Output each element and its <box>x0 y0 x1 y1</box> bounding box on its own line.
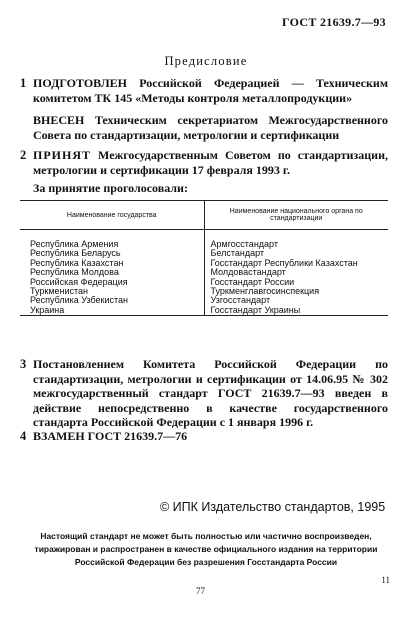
item-1b-body: Техническим секретариатом Межгосударственного Совета по стандартизации, метрологии и сертификации <box>33 113 388 142</box>
document-code: ГОСТ 21639.7—93 <box>282 15 386 29</box>
item-1b-text <box>33 113 388 142</box>
voting-table <box>20 200 388 316</box>
reproduction-notice: Настоящий стандарт не может быть полностью или частично воспроизведен, тиражирован и распространен в качестве официального издания на территории Российской Федерации без разрешения Госстандарта России <box>34 531 378 567</box>
agency-name: Госстандарт Украины <box>204 306 388 316</box>
foreword-title: Предисловие <box>164 54 248 68</box>
item-1b-lead: ВНЕСЕН <box>33 113 85 127</box>
agency-name: Туркменглавгосинспекция <box>204 287 388 296</box>
item-1-text <box>33 76 388 105</box>
voting-intro: За принятие проголосовали: <box>33 181 188 195</box>
agency-name: Госстандарт России <box>204 278 388 287</box>
table-row <box>20 306 388 316</box>
state-name: Республика Беларусь <box>30 248 121 259</box>
item-number-3: 3 <box>20 357 27 371</box>
agency-name: Узгосстандарт <box>204 296 388 305</box>
item-3-text <box>33 357 388 430</box>
state-name: Туркменистан <box>30 286 89 297</box>
state-name: Республика Казахстан <box>30 257 124 268</box>
item-2-text <box>33 148 388 177</box>
item-3-body: Постановлением Комитета Российской Федерации по стандартизации, метрологии и сертификации от 14.06.95 № 302 межгосударственный стандарт ГОСТ 21639.7—93 введен в действие непосредственно в качестве государственного стандарта Российской Федерации с 1 января 1996 г. <box>33 357 388 429</box>
table-row <box>20 296 388 305</box>
table-row <box>20 230 388 250</box>
agency-name: Молдовастандарт <box>204 268 388 277</box>
item-4-text <box>33 429 388 444</box>
item-1-lead: ПОДГОТОВЛЕН <box>33 76 128 90</box>
item-number-1: 1 <box>20 76 27 90</box>
column-header-agency: Наименование национального органа по стандартизации <box>204 201 388 230</box>
copyright: © ИПК Издательство стандартов, 1995 <box>160 500 386 514</box>
page-reference: 11 <box>381 575 390 585</box>
item-number-2: 2 <box>20 148 27 162</box>
state-name: Украина <box>20 306 204 316</box>
item-2-lead: ПРИНЯТ <box>33 148 92 162</box>
agency-name: Госстандарт Республики Казахстан <box>204 259 388 268</box>
agency-name: Армгосстандарт <box>204 230 388 250</box>
agency-name: Белстандарт <box>204 249 388 258</box>
state-name: Республика Армения <box>30 239 119 249</box>
item-2-body: Межгосударственным Советом по стандартизации, метрологии и сертификации 17 февраля 1993 г. <box>33 148 388 177</box>
state-name: Республика Узбекистан <box>30 295 129 306</box>
page-number: 77 <box>196 586 205 596</box>
item-4-lead: ВЗАМЕН ГОСТ 21639.7—76 <box>33 429 188 443</box>
item-number-4: 4 <box>20 429 27 443</box>
state-name: Российская Федерация <box>30 276 128 287</box>
item-1-body: Российской Федерацией — Техническим комитетом ТК 145 «Методы контроля металлопродукции» <box>33 76 388 105</box>
state-name: Республика Молдова <box>30 267 119 278</box>
column-header-state: Наименование государства <box>20 201 204 230</box>
